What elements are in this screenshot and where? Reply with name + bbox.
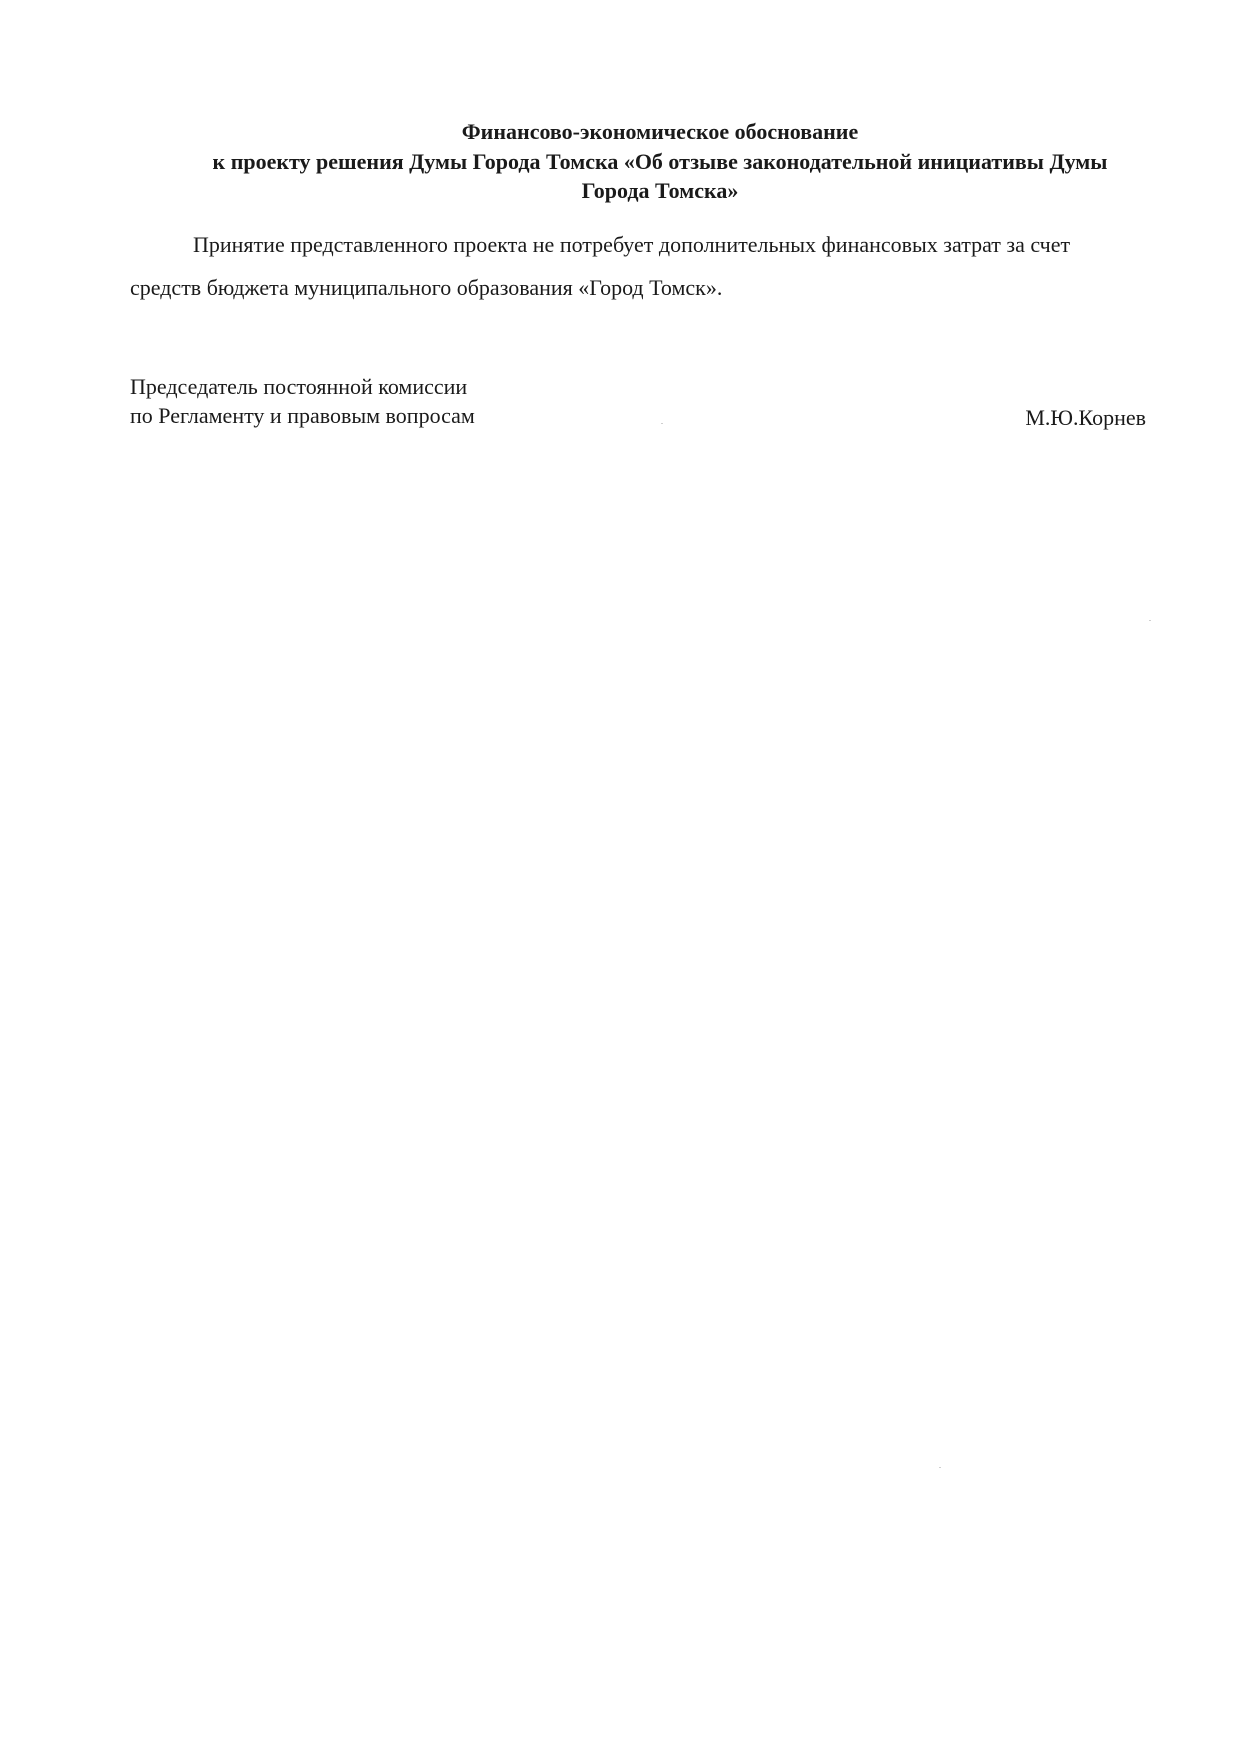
scan-speck bbox=[661, 423, 663, 424]
document-title-line-1: Финансово-экономическое обоснование bbox=[461, 119, 859, 144]
signer-position-line-2: по Регламенту и правовым вопросам bbox=[130, 403, 475, 428]
scan-speck bbox=[1149, 620, 1151, 621]
document-title-line-3: Города Томска» bbox=[581, 178, 739, 203]
document-title-line-2: к проекту решения Думы Города Томска «Об отзыве законодательной инициативы Думы bbox=[212, 149, 1108, 174]
signer-position-line-1: Председатель постоянной комиссии bbox=[130, 374, 468, 399]
body-paragraph-line-2: средств бюджета муниципального образования «Город Томск». bbox=[130, 275, 723, 300]
scan-speck bbox=[939, 1467, 941, 1468]
body-paragraph-line-1: Принятие представленного проекта не потребует дополнительных финансовых затрат за счет bbox=[193, 232, 1071, 257]
signer-name: М.Ю.Корнев bbox=[1025, 405, 1146, 430]
